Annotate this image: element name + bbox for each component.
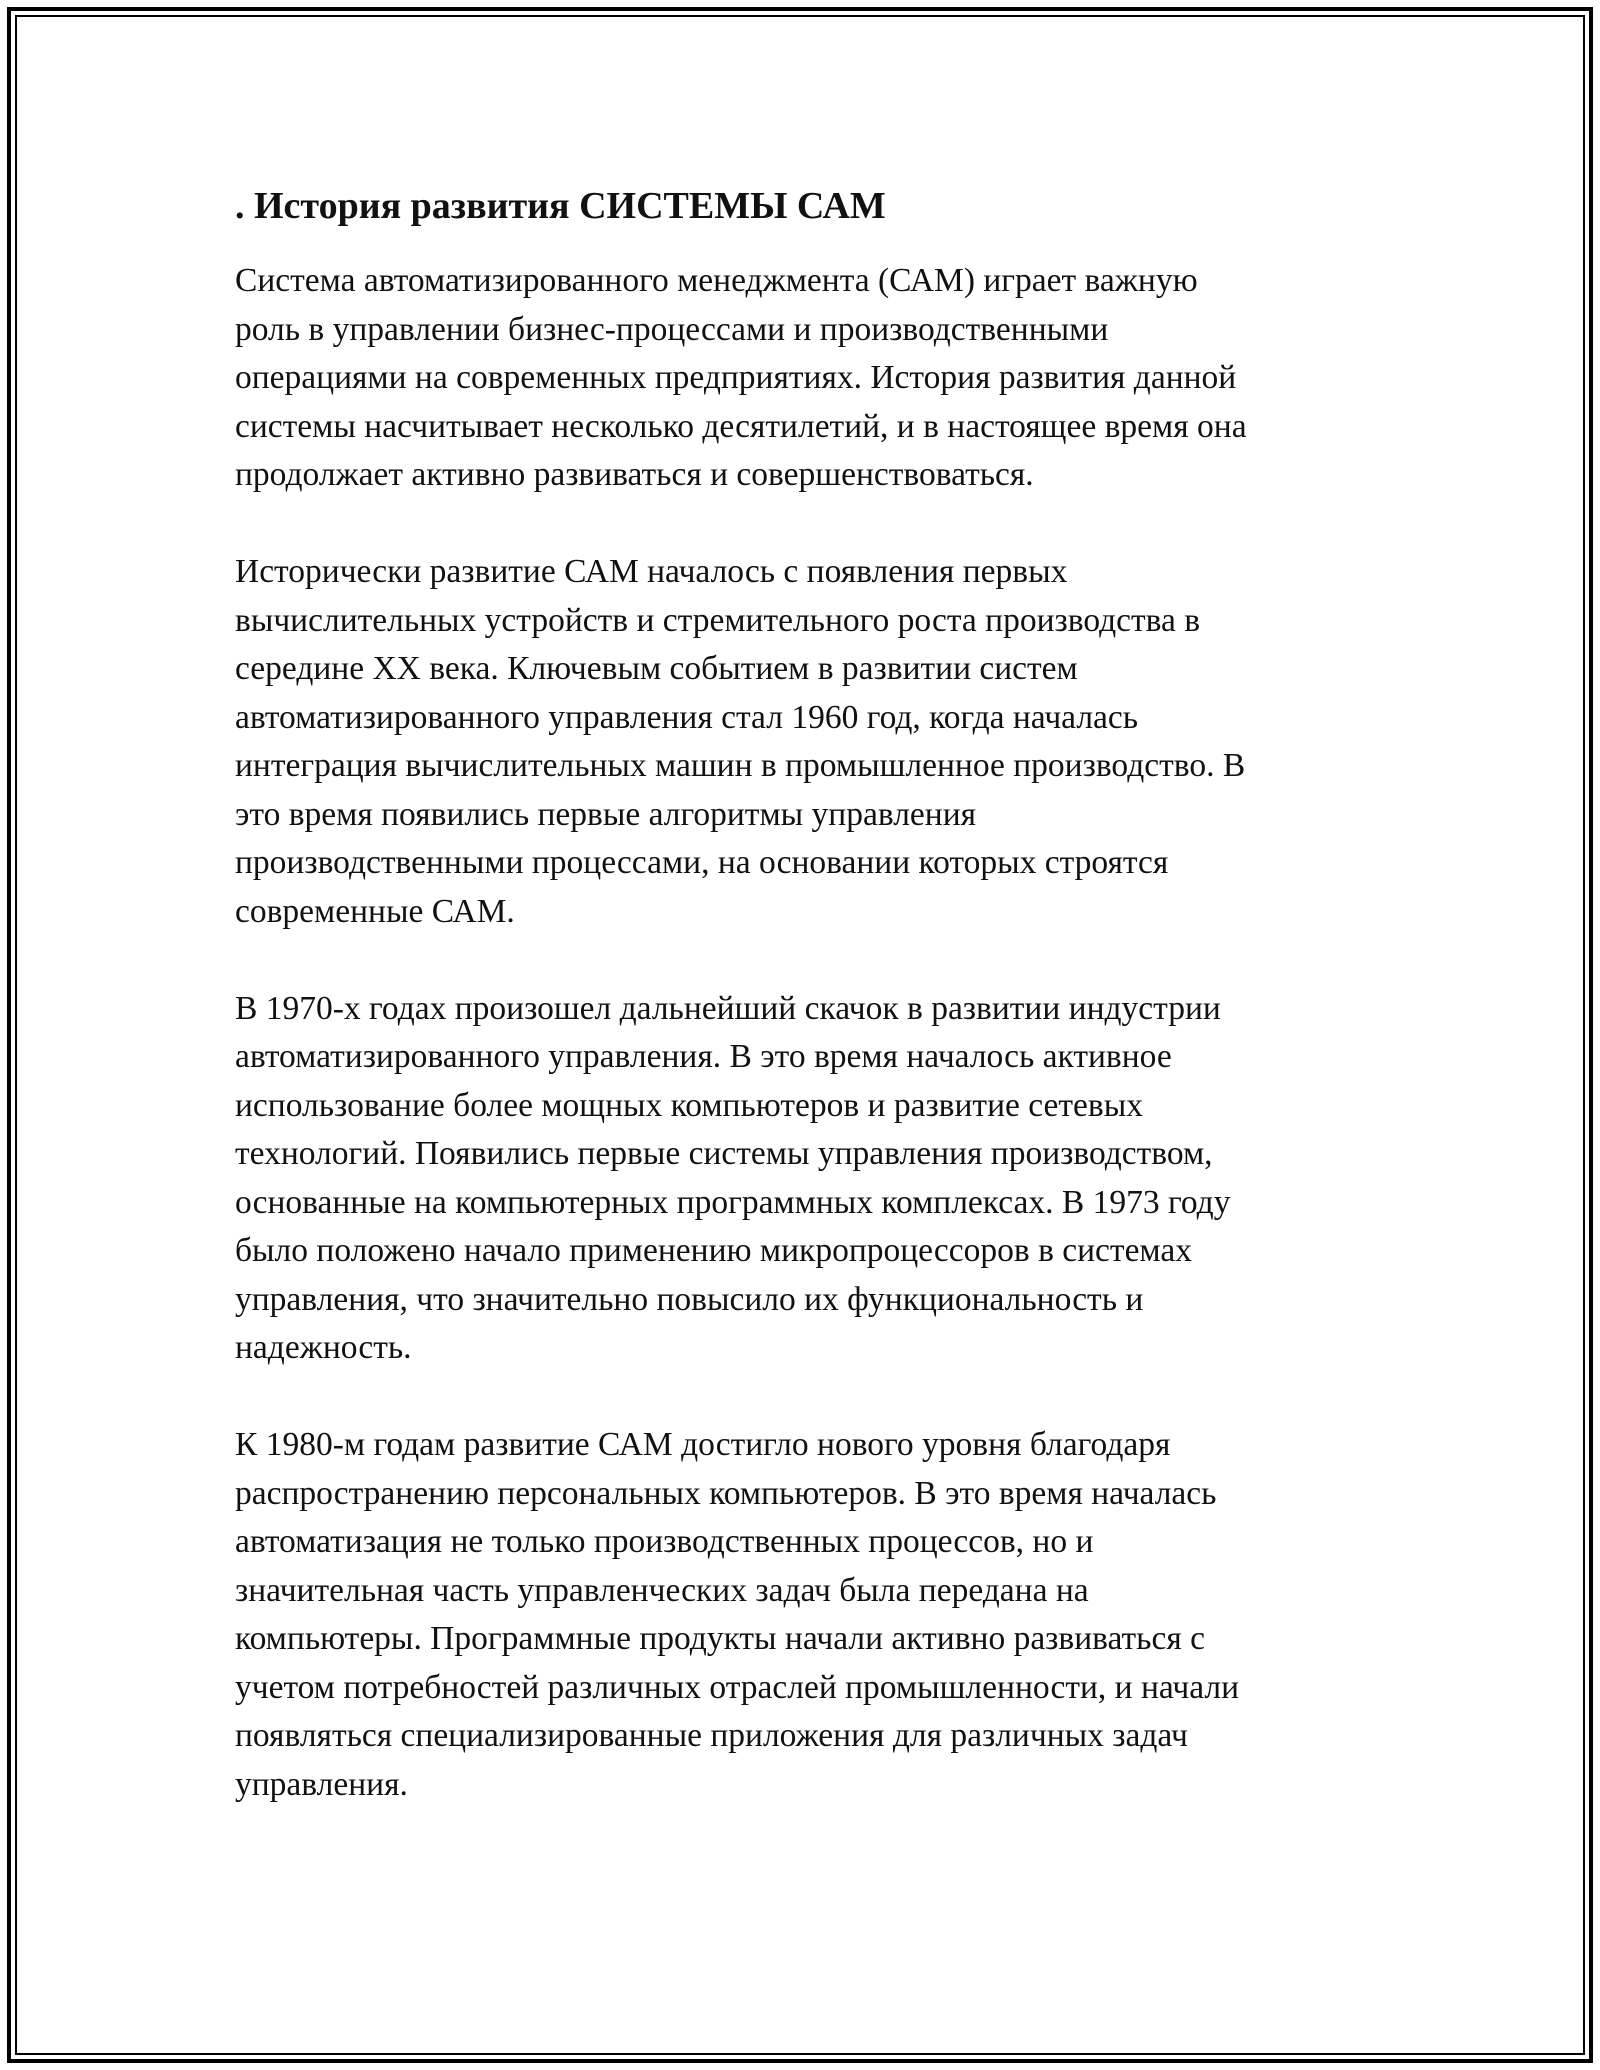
document-title: . История развития СИСТЕМЫ САМ: [235, 185, 886, 227]
text-line: К 1980-м годам развитие САМ достигло нового уровня благодаря: [235, 1426, 1171, 1463]
paragraph-intro: [235, 257, 1365, 500]
text-line: технологий. Появились первые системы управления производством,: [235, 1135, 1213, 1172]
text-line: современные САМ.: [235, 892, 515, 930]
text-line: автоматизированного управления. В это время началось активное: [235, 1038, 1172, 1075]
paragraph-1960s: [235, 548, 1365, 936]
paragraph-1980s: [235, 1421, 1365, 1809]
text-line: продолжает активно развиваться и совершенствоваться.: [235, 456, 1034, 493]
text-line: системы насчитывает несколько десятилетий, и в настоящее время она: [235, 407, 1247, 445]
text-line: надежность.: [235, 1329, 412, 1366]
text-line: Исторически развитие САМ началось с появления первых: [235, 553, 1068, 590]
text-line: интеграция вычислительных машин в промышленное производство. В: [235, 747, 1246, 784]
text-line: компьютеры. Программные продукты начали активно развиваться с: [235, 1620, 1205, 1657]
text-line: автоматизированного управления стал 1960 год, когда началась: [235, 698, 1139, 736]
text-line: появляться специализированные приложения для различных задач: [235, 1717, 1188, 1754]
text-line: автоматизация не только производственных процессов, но и: [235, 1523, 1094, 1560]
text-line: вычислительных устройств и стремительного роста производства в: [235, 601, 1201, 639]
text-line: роль в управлении бизнес-процессами и производственными: [235, 310, 1109, 348]
text-line: распространению персональных компьютеров. В это время началась: [235, 1474, 1217, 1512]
text-line: Система автоматизированного менеджмента (САМ) играет важную: [235, 262, 1198, 299]
text-line: учетом потребностей различных отраслей промышленности, и начали: [235, 1668, 1240, 1706]
text-line: значительная часть управленческих задач была передана на: [235, 1571, 1089, 1609]
text-line: управления, что значительно повысило их функциональность и: [235, 1280, 1144, 1318]
text-line: было положено начало применению микропроцессоров в системах: [235, 1232, 1193, 1269]
text-line: В 1970-х годах произошел дальнейший скачок в развитии индустрии: [235, 989, 1221, 1027]
text-line: основанные на компьютерных программных комплексах. В 1973 году: [235, 1183, 1231, 1221]
paragraph-1970s: [235, 985, 1365, 1373]
text-line: использование более мощных компьютеров и развитие сетевых: [235, 1086, 1143, 1124]
text-line: середине XX века. Ключевым событием в развитии систем: [235, 650, 1078, 687]
text-line: производственными процессами, на основании которых строятся: [235, 844, 1169, 881]
text-line: управления.: [235, 1765, 408, 1803]
text-line: это время появились первые алгоритмы управления: [235, 795, 977, 833]
document-body: [235, 183, 1365, 1858]
text-line: операциями на современных предприятиях. История развития данной: [235, 359, 1237, 396]
